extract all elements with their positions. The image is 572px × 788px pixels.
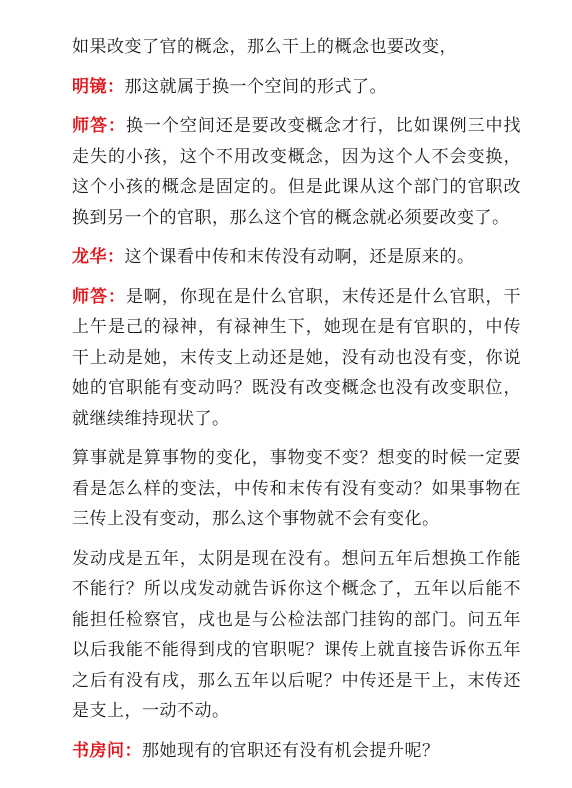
paragraph-6 [72,443,521,535]
paragraph-text: 是啊，你现在是什么官职，末传还是什么官职，干上午是己的禄神，有禄神生下，她现在是有官职的，中传干上动是她，末传支上动还是她，没有动也没有变，你说她的官职能有变动吗？既没有改变概念也没有改变职位，就继续维持现状了。 [72,286,522,429]
paragraph-text: 算事就是算事物的变化，事物变不变？想变的时候一定要看是怎么样的变法，中传和末传有没有变动？如果事物在三传上没有变动，那么这个事物就不会有变化。 [72,448,521,529]
speaker-label: 师答： [72,286,126,307]
paragraph-7 [72,544,521,727]
paragraph-text: 那这就属于换一个空间的形式了。 [124,76,387,97]
paragraph-4 [72,242,521,273]
paragraph-text: 如果改变了官的概念，那么干上的概念也要改变， [72,37,457,57]
speaker-label: 书房问： [72,740,142,761]
paragraph-5 [72,282,521,435]
speaker-label: 明镜： [72,76,125,97]
paragraph-text: 这个课看中传和末传没有动啊，还是原来的。 [124,247,475,267]
paragraph-text: 那她现有的官职还有没有机会提升呢？ [142,740,440,761]
paragraph-1 [72,32,521,63]
paragraph-8 [72,736,521,767]
paragraph-text: 换一个空间还是要改变概念才行，比如课例三中找走失的小孩，这个不用改变概念，因为这个人不会变换，这个小孩的概念是固定的。但是此课从这个部门的官职改换到另一个的官职，那么这个官的概念就必须要改变了。 [72,116,522,228]
paragraph-2 [72,72,521,103]
paragraph-3 [72,111,521,233]
speaker-label: 龙华： [72,247,125,267]
document-page [72,32,521,775]
speaker-label: 师答： [72,116,126,136]
paragraph-text: 发动戌是五年，太阴是现在没有。想问五年后想换工作能不能行？所以戌发动就告诉你这个概念了，五年以后能不能担任检察官，戌也是与公检法部门挂钩的部门。问五年以后我能不能得到戌的官职呢？课传上就直接告诉你五年之后有没有戌，那么五年以后呢？中传还是干上，末传还是支上，一动不动。 [72,548,521,721]
